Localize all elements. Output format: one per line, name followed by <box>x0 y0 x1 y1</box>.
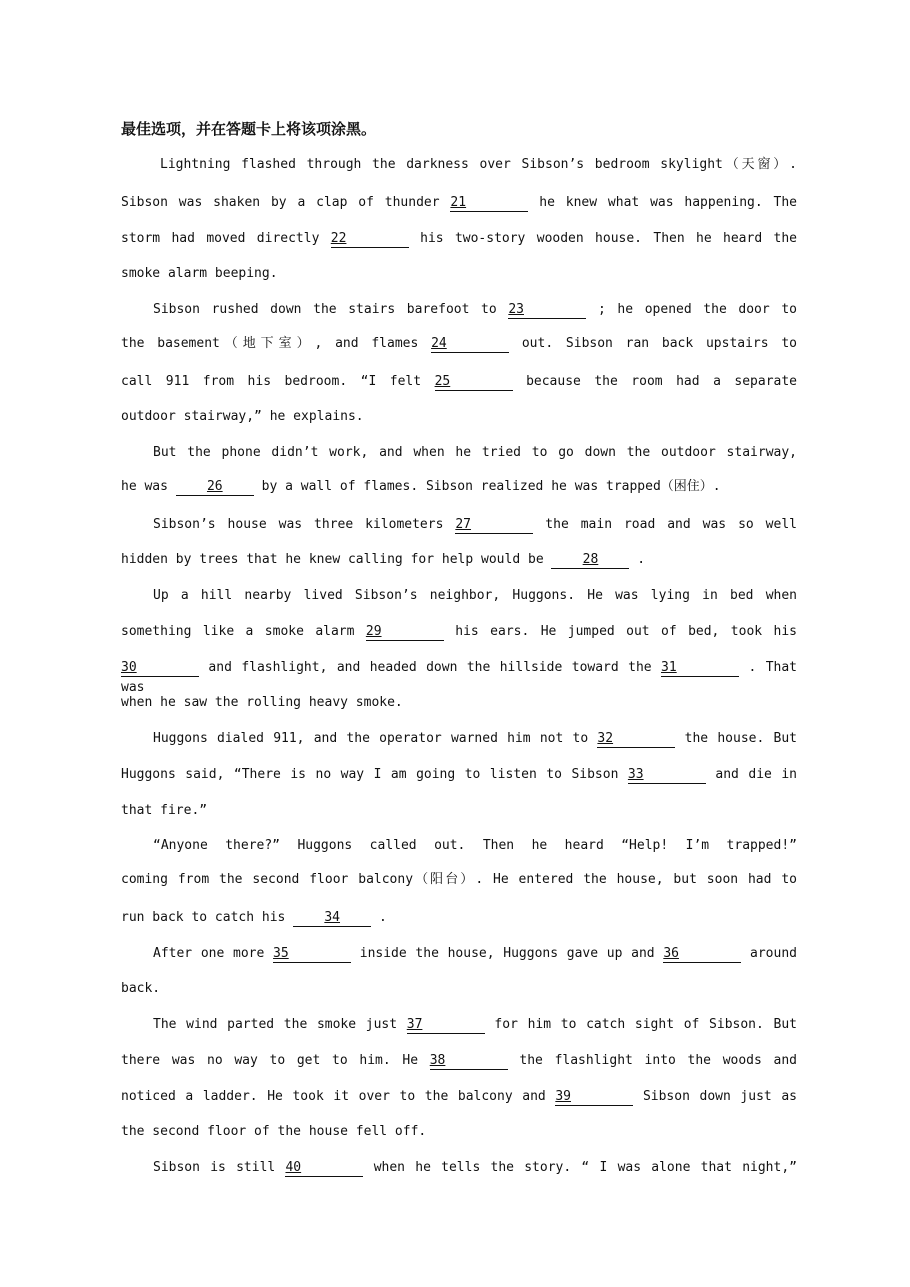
answer-blank-27: 27 <box>455 517 533 534</box>
passage-text: the flashlight into the woods and <box>507 1053 798 1068</box>
passage-text: Huggons dialed 911, and the operator warned him not to <box>153 731 598 746</box>
passage-line <box>153 443 797 463</box>
answer-blank-21: 21 <box>450 195 528 212</box>
passage-text: and die in <box>705 767 797 782</box>
passage-line <box>121 264 797 284</box>
answer-blank-30: 30 <box>121 660 199 677</box>
passage-text: coming from the second floor balcony（阳台）. He entered the house, but soon had to <box>121 872 797 887</box>
passage-text: hidden by trees that he knew calling for help would be <box>121 552 552 567</box>
passage-text: Sibson down just as <box>633 1089 797 1104</box>
passage-text: Lightning flashed through the darkness over Sibson’s bedroom skylight（天窗）. <box>160 157 797 172</box>
passage-text: his ears. He jumped out of bed, took his <box>443 624 797 639</box>
passage-text: he was <box>121 479 176 494</box>
passage-line <box>121 372 797 392</box>
passage-line <box>160 155 797 175</box>
passage-line <box>121 334 797 354</box>
passage-text: Sibson’s house was three kilometers <box>153 517 456 532</box>
passage-text: Sibson was shaken by a clap of thunder <box>121 195 451 210</box>
passage-text: Up a hill nearby lived Sibson’s neighbor, Huggons. He was lying in bed when <box>153 588 797 603</box>
passage-text: because the room had a separate <box>512 374 798 389</box>
passage-text: around <box>741 946 797 961</box>
passage-line <box>121 229 797 249</box>
passage-text: outdoor stairway,” he explains. <box>121 409 364 424</box>
passage-text: After one more <box>153 946 274 961</box>
section-instruction-heading: 最佳选项，并在答题卡上将该项涂黑。 <box>121 120 377 138</box>
passage-text: the basement（地下室）, and flames <box>121 336 432 351</box>
passage-line <box>121 193 797 213</box>
passage-text: there was no way to get to him. He <box>121 1053 430 1068</box>
passage-text: something like a smoke alarm <box>121 624 366 639</box>
passage-text: . That was <box>121 660 797 695</box>
passage-line <box>121 1051 797 1071</box>
passage-line <box>153 944 797 964</box>
passage-line <box>121 765 797 785</box>
passage-line <box>121 550 797 570</box>
answer-blank-25: 25 <box>435 374 513 391</box>
passage-text: the main road and was so well <box>533 517 797 532</box>
passage-line <box>121 908 797 928</box>
passage-line <box>121 658 797 695</box>
answer-blank-35: 35 <box>273 946 351 963</box>
passage-text: Sibson is still <box>153 1160 286 1175</box>
answer-blank-32: 32 <box>597 731 675 748</box>
passage-text: The wind parted the smoke just <box>153 1017 407 1032</box>
passage-text: out. Sibson ran back upstairs to <box>509 336 798 351</box>
answer-blank-26: 26 <box>176 479 254 496</box>
passage-text: the house. But <box>675 731 798 746</box>
passage-text: smoke alarm beeping. <box>121 266 278 281</box>
passage-text: ; he opened the door to <box>586 302 797 317</box>
passage-line <box>121 801 797 821</box>
passage-text: for him to catch sight of Sibson. But <box>484 1017 797 1032</box>
passage-line <box>153 300 797 320</box>
passage-line <box>153 836 797 856</box>
answer-blank-36: 36 <box>663 946 741 963</box>
passage-line <box>121 407 797 427</box>
passage-line <box>153 1158 797 1178</box>
passage-text: Huggons said, “There is no way I am going to listen to Sibson <box>121 767 628 782</box>
answer-blank-40: 40 <box>285 1160 363 1177</box>
answer-blank-33: 33 <box>628 767 706 784</box>
passage-line <box>121 1087 797 1107</box>
answer-blank-34: 34 <box>293 910 371 927</box>
passage-text: . <box>371 910 387 925</box>
passage-line <box>121 622 797 642</box>
answer-blank-28: 28 <box>551 552 629 569</box>
passage-line <box>153 1015 797 1035</box>
passage-text: storm had moved directly <box>121 231 331 246</box>
passage-text: “Anyone there?” Huggons called out. Then he heard “Help! I’m trapped!” <box>153 838 797 853</box>
passage-text: that fire.” <box>121 803 208 818</box>
passage-line <box>121 693 797 713</box>
answer-blank-37: 37 <box>407 1017 485 1034</box>
passage-text: he knew what was happening. The <box>528 195 798 210</box>
passage-text: when he saw the rolling heavy smoke. <box>121 695 403 710</box>
passage-line <box>153 729 797 749</box>
passage-line <box>153 515 797 535</box>
passage-line <box>153 586 797 606</box>
passage-text: by a wall of flames. Sibson realized he was trapped（困住）. <box>253 479 721 494</box>
passage-line <box>121 870 797 890</box>
passage-text: . <box>629 552 646 567</box>
passage-text: Sibson rushed down the stairs barefoot to <box>153 302 509 317</box>
passage-text: noticed a ladder. He took it over to the balcony and <box>121 1089 556 1104</box>
answer-blank-22: 22 <box>331 231 409 248</box>
answer-blank-29: 29 <box>366 624 444 641</box>
passage-text: run back to catch his <box>121 910 294 925</box>
passage-text: call 911 from his bedroom. “I felt <box>121 374 435 389</box>
passage-line <box>121 1122 797 1142</box>
passage-text: the second floor of the house fell off. <box>121 1124 427 1139</box>
passage-text: when he tells the story. “ I was alone that night,” <box>363 1160 797 1175</box>
passage-text: his two-story wooden house. Then he heard the <box>408 231 797 246</box>
answer-blank-39: 39 <box>555 1089 633 1106</box>
answer-blank-23: 23 <box>508 302 586 319</box>
answer-blank-38: 38 <box>430 1053 508 1070</box>
passage-line <box>121 477 797 497</box>
passage-text: inside the house, Huggons gave up and <box>351 946 664 961</box>
passage-line <box>121 979 797 999</box>
passage-text: back. <box>121 981 161 996</box>
answer-blank-24: 24 <box>431 336 509 353</box>
passage-text: and flashlight, and headed down the hillside toward the <box>199 660 662 675</box>
answer-blank-31: 31 <box>661 660 739 677</box>
passage-text: But the phone didn’t work, and when he tried to go down the outdoor stairway, <box>153 445 797 460</box>
